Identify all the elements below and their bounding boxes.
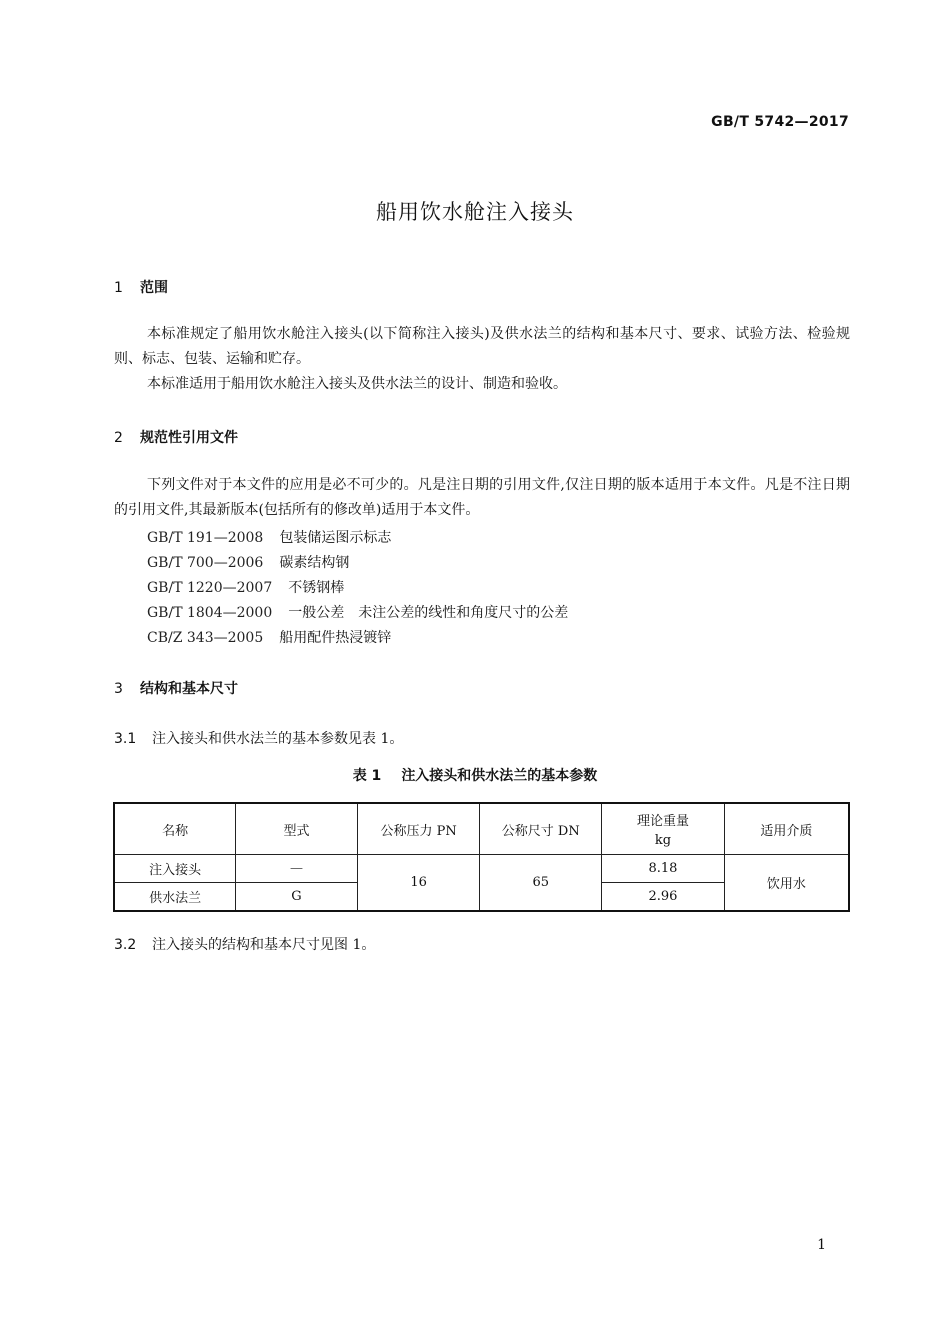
header-weight-label: 理论重量 bbox=[636, 814, 689, 829]
clause-3-1-number: 3.1 bbox=[114, 731, 137, 747]
section-2-heading bbox=[114, 427, 238, 447]
clause-3-2-text: 注入接头的结构和基本尺寸见图 1。 bbox=[152, 937, 376, 953]
cell-type: G bbox=[236, 883, 358, 912]
header-name: 名称 bbox=[114, 803, 236, 855]
cell-size: 65 bbox=[480, 855, 602, 912]
reference-code: GB/T 1220—2007 bbox=[147, 580, 273, 596]
section-1-paragraph-1: 本标准规定了船用饮水舱注入接头(以下简称注入接头)及供水法兰的结构和基本尺寸、要求、试验方法、检验规则、标志、包装、运输和贮存。 bbox=[114, 326, 850, 367]
reference-item bbox=[147, 627, 391, 647]
reference-title: 一般公差 未注公差的线性和角度尺寸的公差 bbox=[288, 605, 569, 621]
clause-3-1-text: 注入接头和供水法兰的基本参数见表 1。 bbox=[152, 731, 404, 747]
header-size: 公称尺寸 DN bbox=[480, 803, 602, 855]
section-2-title: 规范性引用文件 bbox=[140, 430, 238, 446]
table-1-title: 注入接头和供水法兰的基本参数 bbox=[401, 768, 598, 784]
section-3-heading bbox=[114, 678, 238, 698]
table-header-row bbox=[114, 803, 849, 855]
section-2-number: 2 bbox=[114, 430, 123, 446]
document-title: 船用饮水舱注入接头 bbox=[376, 200, 574, 224]
cell-weight: 8.18 bbox=[602, 855, 725, 883]
clause-3-2-number: 3.2 bbox=[114, 937, 137, 953]
cell-name: 注入接头 bbox=[114, 855, 236, 883]
header-type: 型式 bbox=[236, 803, 358, 855]
parameters-table bbox=[113, 802, 850, 912]
table-1-caption bbox=[0, 765, 950, 785]
section-1-body bbox=[114, 322, 850, 397]
section-3-title: 结构和基本尺寸 bbox=[140, 681, 238, 697]
clause-3-2 bbox=[114, 934, 375, 954]
header-pressure: 公称压力 PN bbox=[357, 803, 480, 855]
page-number: 1 bbox=[817, 1237, 826, 1253]
reference-title: 不锈钢棒 bbox=[288, 580, 345, 596]
table-row bbox=[114, 855, 849, 883]
reference-item bbox=[147, 602, 568, 622]
section-3-number: 3 bbox=[114, 681, 123, 697]
cell-weight: 2.96 bbox=[602, 883, 725, 912]
reference-title: 包装储运图示标志 bbox=[279, 530, 392, 546]
cell-type: — bbox=[236, 855, 358, 883]
section-2-paragraph-1: 下列文件对于本文件的应用是必不可少的。凡是注日期的引用文件,仅注日期的版本适用于本文件。凡是不注日期的引用文件,其最新版本(包括所有的修改单)适用于本文件。 bbox=[114, 477, 850, 518]
reference-title: 船用配件热浸镀锌 bbox=[279, 630, 392, 646]
reference-code: CB/Z 343—2005 bbox=[147, 630, 264, 646]
table-1-label: 表 1 bbox=[352, 768, 382, 784]
reference-item bbox=[147, 552, 349, 572]
cell-pressure: 16 bbox=[357, 855, 480, 912]
clause-3-1 bbox=[114, 728, 403, 748]
section-1-title: 范围 bbox=[140, 280, 168, 296]
cell-medium: 饮用水 bbox=[724, 855, 849, 912]
reference-code: GB/T 700—2006 bbox=[147, 555, 264, 571]
header-medium: 适用介质 bbox=[724, 803, 849, 855]
reference-item bbox=[147, 527, 391, 547]
section-1-paragraph-2: 本标准适用于船用饮水舱注入接头及供水法兰的设计、制造和验收。 bbox=[147, 376, 567, 392]
standard-code: GB/T 5742—2017 bbox=[711, 114, 849, 130]
reference-code: GB/T 191—2008 bbox=[147, 530, 264, 546]
reference-title: 碳素结构钢 bbox=[279, 555, 350, 571]
reference-item bbox=[147, 577, 344, 597]
reference-code: GB/T 1804—2000 bbox=[147, 605, 273, 621]
cell-name: 供水法兰 bbox=[114, 883, 236, 912]
section-1-heading bbox=[114, 277, 168, 297]
header-weight-unit: kg bbox=[654, 833, 672, 848]
header-weight bbox=[602, 803, 725, 855]
section-2-body bbox=[114, 473, 850, 523]
section-1-number: 1 bbox=[114, 280, 123, 296]
